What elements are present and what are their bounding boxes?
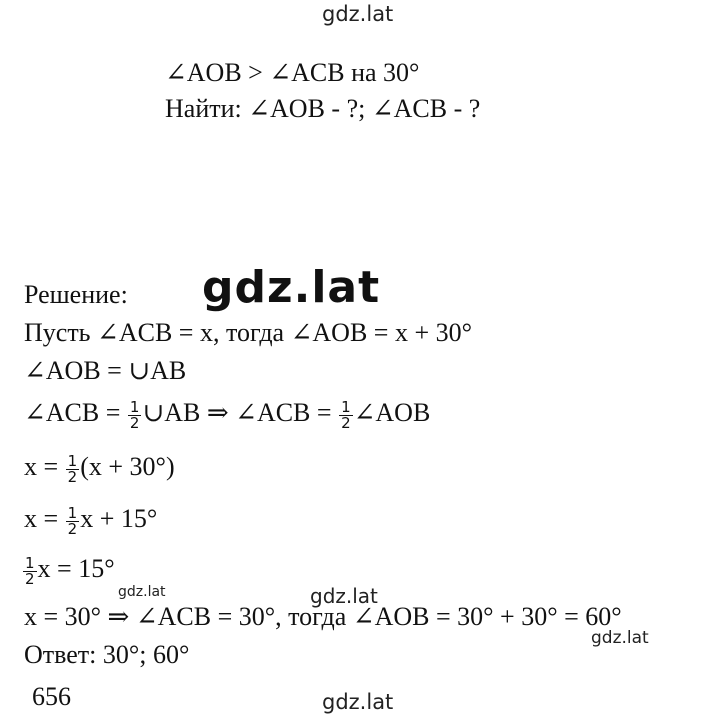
solution-line-5: [24, 504, 157, 537]
solution-line-2: ∠AOB = ∪AB: [24, 356, 187, 385]
line5-part-b: x + 15°: [80, 504, 158, 533]
fraction-numerator: 1: [341, 397, 351, 416]
line5-part-a: x =: [24, 504, 65, 533]
watermark-bottom: gdz.lat: [322, 690, 394, 714]
answer-line: Ответ: 30°; 60°: [24, 640, 190, 669]
fraction-half: [23, 553, 37, 588]
solution-line-3: [24, 398, 430, 431]
watermark-big: gdz.lat: [202, 262, 381, 313]
given-line-1: ∠AOB > ∠ACB на 30°: [165, 58, 420, 87]
line4-part-b: (x + 30°): [80, 452, 175, 481]
fraction-denominator: 2: [67, 519, 78, 538]
fraction-numerator: 1: [129, 397, 140, 416]
fraction-denominator: 2: [341, 413, 351, 432]
line3-part-b: ∪AB ⇒ ∠ACB =: [142, 398, 339, 427]
given-line-2: Найти: ∠AOB - ?; ∠ACB - ?: [165, 94, 481, 123]
line3-part-c: ∠AOB: [353, 398, 431, 427]
fraction-half: [339, 397, 353, 432]
fraction-numerator: 1: [25, 553, 35, 572]
fraction-numerator: 1: [67, 451, 78, 470]
solution-line-6: [22, 554, 115, 587]
fraction-denominator: 2: [67, 467, 78, 486]
fraction-numerator: 1: [67, 503, 78, 522]
cut-off-text: 656: [32, 682, 71, 711]
cut-off-next-line: [32, 678, 112, 711]
watermark-mid: gdz.lat: [310, 584, 378, 608]
watermark-small-right: gdz.lat: [591, 628, 649, 648]
fraction-denominator: 2: [129, 413, 140, 432]
solution-line-7: x = 30° ⇒ ∠ACB = 30°, тогда ∠AOB = 30° + 30° = 60°: [24, 602, 622, 631]
watermark-top: gdz.lat: [322, 2, 394, 26]
fraction-half: [128, 397, 142, 432]
line3-part-a: ∠ACB =: [24, 398, 127, 427]
solution-line-1: Пусть ∠ACB = x, тогда ∠AOB = x + 30°: [24, 318, 473, 347]
fraction-half: [66, 503, 80, 538]
line6-part-b: x = 15°: [37, 554, 115, 583]
solution-line-4: [24, 452, 175, 485]
watermark-small-left: gdz.lat: [118, 584, 166, 600]
fraction-denominator: 2: [25, 569, 35, 588]
solution-heading: Решение:: [24, 280, 128, 309]
line4-part-a: x =: [24, 452, 65, 481]
fraction-half: [66, 451, 80, 486]
